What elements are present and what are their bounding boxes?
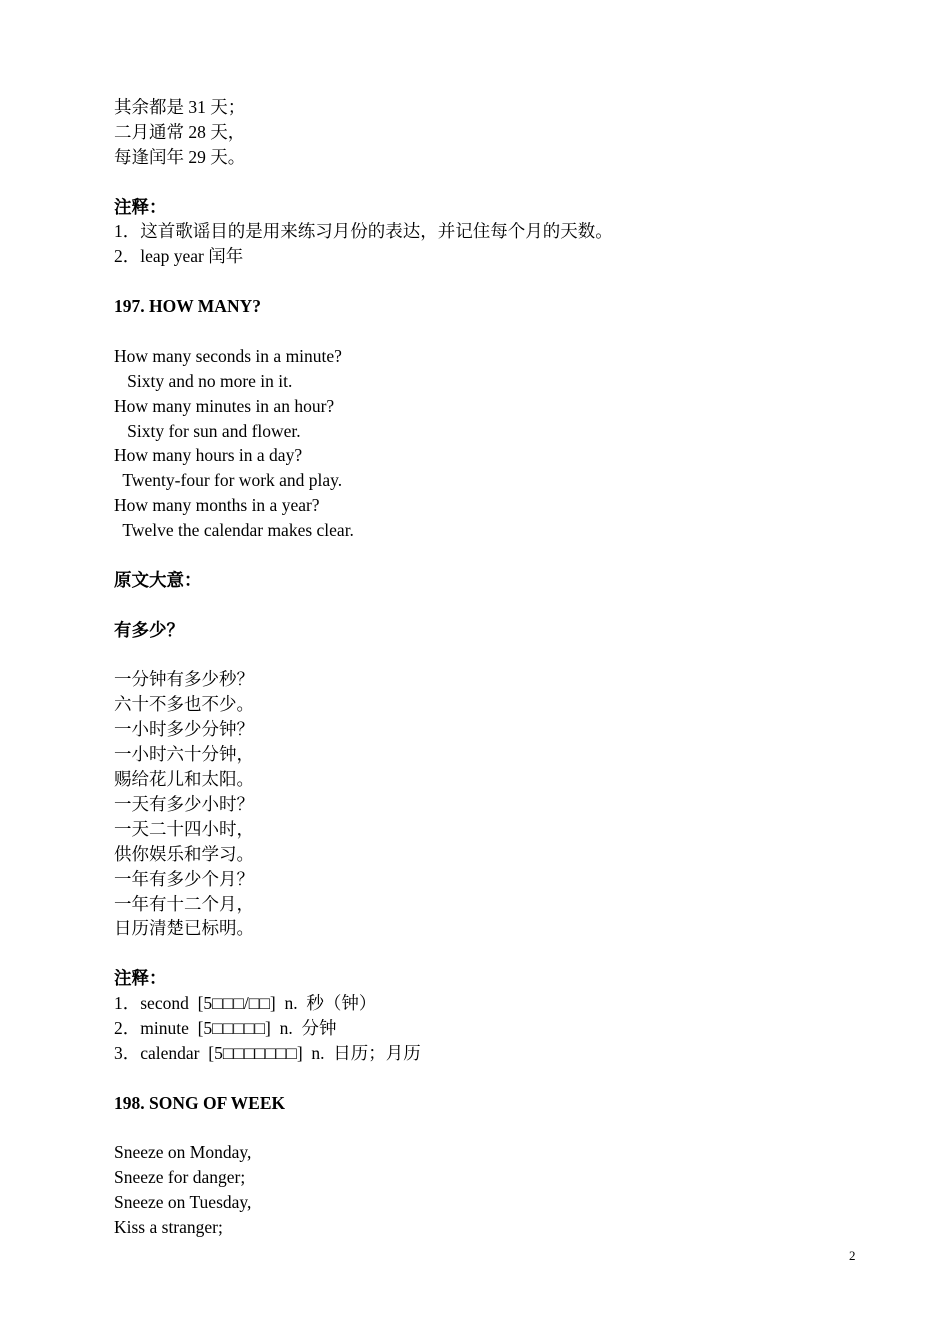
page-number: 2	[849, 1248, 856, 1263]
text-line: 二月通常 28 天，	[114, 121, 246, 142]
text-line: 每逢闰年 29 天。	[114, 146, 246, 167]
translation-title: 有多少？	[114, 619, 184, 640]
translation-line: 一小时六十分钟，	[114, 744, 254, 765]
poem-line: Sixty for sun and flower.	[114, 420, 301, 441]
translation-line: 一天二十四小时，	[114, 818, 254, 839]
summary-heading: 原文大意：	[114, 569, 202, 590]
notes-heading: 注释：	[114, 968, 167, 989]
translation-line: 一天有多少小时？	[114, 793, 254, 814]
poem-line: Twelve the calendar makes clear.	[114, 520, 354, 541]
poem-line: How many hours in a day?	[114, 445, 303, 466]
translation-line: 一小时多少分钟？	[114, 719, 254, 740]
translation-line: 赐给花儿和太阳。	[114, 769, 254, 790]
section-title: 197. HOW MANY?	[114, 296, 261, 317]
note-item: 3．calendar [5□□□□□□□] n. 日历；月历	[114, 1042, 421, 1063]
translation-line: 一年有多少个月？	[114, 868, 254, 889]
poem-line: How many seconds in a minute?	[114, 345, 342, 366]
document-page	[114, 95, 874, 1240]
note-item: 1．这首歌谣目的是用来练习月份的表达，并记住每个月的天数。	[114, 221, 613, 242]
poem-line: Sixty and no more in it.	[114, 370, 293, 391]
translation-line: 供你娱乐和学习。	[114, 843, 254, 864]
section-title: 198. SONG OF WEEK	[114, 1092, 286, 1113]
text-line: 其余都是 31 天；	[114, 97, 246, 117]
poem-line: Sneeze on Monday,	[114, 1142, 252, 1163]
poem-line: Twenty-four for work and play.	[114, 470, 343, 491]
poem-line: Sneeze on Tuesday,	[114, 1192, 252, 1213]
note-item: 2．leap year 闰年	[114, 246, 244, 267]
notes-heading: 注释：	[114, 196, 167, 217]
translation-line: 一分钟有多少秒？	[114, 669, 254, 690]
translation-line: 日历清楚已标明。	[114, 918, 254, 939]
note-item: 2．minute [5□□□□□] n. 分钟	[114, 1017, 337, 1038]
poem-line: How many months in a year?	[114, 495, 320, 516]
note-item: 1．second [5□□□/□□] n. 秒（钟）	[114, 993, 377, 1014]
poem-line: Kiss a stranger;	[114, 1217, 223, 1238]
poem-line: Sneeze for danger;	[114, 1167, 246, 1188]
poem-line: How many minutes in an hour?	[114, 395, 335, 416]
translation-line: 六十不多也不少。	[114, 694, 254, 715]
translation-line: 一年有十二个月，	[114, 893, 254, 914]
